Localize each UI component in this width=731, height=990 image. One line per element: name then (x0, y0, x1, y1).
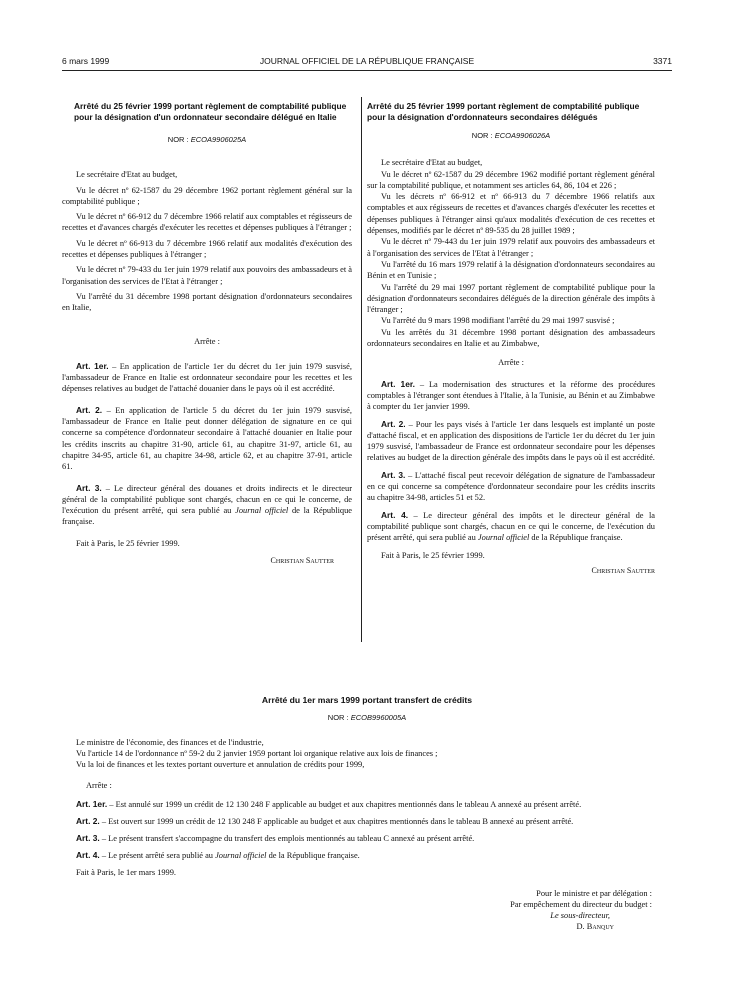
bottom-arrete: Arrête : (86, 781, 112, 790)
bottom-p3: Vu la loi de finances et les textes portant ouverture et annulation de crédits pour 1999, (76, 760, 365, 769)
article-label: Art. 2. (76, 404, 103, 415)
signature-line-3: Le sous-directeur, (550, 911, 610, 920)
bottom-article-2 (62, 816, 672, 827)
right-p3: Vu les décrets nº 66-912 et nº 66-913 du 7 décembre 1966 relatifs aux comptables et aux régisseurs de recettes et d'avances chargés d'exécuter les recettes et dépenses publiques à l'étranger ainsi qu'aux modalités d'exécution de ces recettes et dépenses, modifiés par le décret nº 89-535 du 28 juillet 1989 ; (367, 192, 655, 236)
right-article-4 (367, 510, 655, 544)
column-divider (361, 97, 362, 642)
article-text: – La modernisation des structures et la réforme des procédures comptables à l'étranger sont étendues à l'Italie, à la Tunisie, au Bénin et au Zimbabwe à compter du 1er janvier 1999. (367, 379, 655, 412)
bottom-article-1 (62, 799, 672, 810)
right-p6: Vu l'arrêté du 29 mai 1997 portant règlement de comptabilité publique pour la désignation d'ordonnateurs secondaires délégués de la direction générale des impôts à l'étranger ; (367, 282, 655, 315)
right-article-2 (367, 419, 655, 464)
left-decree-title: Arrêté du 25 février 1999 portant règlement de comptabilité publique pour la désignation d'un ordonnateur secondaire délégué en Italie (74, 101, 347, 122)
header-page-number: 3371 (653, 56, 672, 66)
article-label: Art. 3. (381, 469, 406, 480)
right-p2: Vu le décret nº 62-1587 du 29 décembre 1962 modifié portant règlement général sur la comptabilité publique, et notamment ses articles 64, 86, 104 et 226 ; (367, 169, 655, 190)
article-text-end: de la République française. (529, 533, 623, 543)
right-signature: Christian Sautter (591, 565, 655, 575)
bottom-article-3 (62, 833, 672, 844)
bottom-decree-title: Arrêté du 1er mars 1999 portant transfert de crédits (261, 695, 473, 705)
article-text: – Le directeur général des douanes et droits indirects et le directeur général de la comptabilité publique sont chargés, chacun en ce qui le concerne, de l'exécution du présent arrêté, qui sera publié au (62, 483, 352, 516)
signature-line-2: Par empêchement du directeur du budget : (510, 900, 652, 909)
header-rule (62, 70, 672, 71)
right-p5: Vu l'arrêté du 16 mars 1979 relatif à la désignation d'ordonnateurs secondaires au Bénin et en Tunisie ; (367, 259, 655, 281)
bottom-fait: Fait à Paris, le 1er mars 1999. (76, 868, 177, 877)
bottom-article-4 (62, 850, 672, 861)
left-column-decree (62, 101, 352, 566)
left-p5: Vu le décret nº 79-433 du 1er juin 1979 relatif aux pouvoirs des ambassadeurs et à l'organisation des services de l'Etat à l'étranger ; (62, 265, 352, 286)
bottom-signature-block (62, 888, 652, 932)
bottom-decree (62, 695, 672, 932)
article-label: Art. 2. (381, 418, 406, 429)
article-label: Art. 3. (76, 833, 100, 843)
article-text: – En application de l'article 5 du décret du 1er juin 1979 susvisé, l'ambassadeur de France en Italie peut donner délégation de signature en ce qui concerne sa compétence d'ordonnateur secondaire à l'attaché douanier en Italie pour les crédits inscrits au chapitre 31-90, article 61, au chapitre 31-97, article 61, au chapitre 34-95, article 61, au chapitre 34-98, article 62, et au chapitre 37-91, article 61. (62, 405, 352, 472)
right-arrete: Arrête : (498, 358, 524, 368)
header-journal-title: JOURNAL OFFICIEL DE LA RÉPUBLIQUE FRANÇAISE (259, 56, 475, 66)
left-p1: Le secrétaire d'Etat au budget, (76, 170, 178, 180)
left-p3: Vu le décret nº 66-912 du 7 décembre 1966 relatif aux comptables et régisseurs de recettes et d'avances chargés d'exécuter les recettes et dépenses publiques à l'étranger ; (62, 212, 352, 233)
nor-code: ECOB9960005A (350, 713, 407, 722)
signature-name: D. Banquy (576, 922, 614, 931)
page-header (62, 56, 672, 70)
right-p4: Vu le décret nº 79-443 du 1er juin 1979 relatif aux pouvoirs des ambassadeurs et à l'organisation des services de l'Etat à l'étranger ; (367, 237, 655, 258)
bottom-p1: Le ministre de l'économie, des finances et de l'industrie, (76, 738, 264, 747)
article-text: – En application de l'article 1er du décret du 1er juin 1979 susvisé, l'ambassadeur de France en Italie est ordonnateur secondaire pour les recettes et les dépenses relatives au budget de l'attaché douanier dans le pays où il est accrédité. (62, 361, 352, 394)
nor-label: NOR : (327, 713, 349, 722)
journal-officiel-ref: Journal officiel (235, 506, 289, 516)
article-text-end: de la République française. (62, 506, 352, 527)
article-text: – Pour les pays visés à l'article 1er dans lesquels est implanté un poste d'attaché fiscal, et en application des dispositions de l'article 1er du décret du 1er juin 1979 susvisé, l'ambassadeur de France est ordonnateur secondaire pour les dépenses relatives au budget de la direction générale des impôts dans le pays où il est accrédité. (367, 419, 655, 463)
right-p1: Le secrétaire d'Etat au budget, (381, 158, 483, 168)
article-text-end: de la République française. (266, 851, 360, 860)
article-text: – Le directeur général des impôts et le directeur général de la comptabilité publique sont chargés, chacun en ce qui le concerne, de l'exécution du présent arrêté, qui sera publié au (367, 510, 655, 543)
article-label: Art. 2. (76, 816, 100, 826)
right-nor (367, 130, 655, 141)
article-label: Art. 4. (381, 509, 409, 520)
article-label: Art. 1er. (381, 378, 415, 389)
right-article-3 (367, 470, 655, 504)
right-column-decree (367, 101, 655, 576)
right-article-1 (367, 379, 655, 413)
article-label: Art. 1er. (76, 799, 108, 809)
left-article-1 (62, 361, 352, 395)
left-arrete: Arrête : (194, 336, 220, 346)
article-label: Art. 1er. (76, 360, 109, 371)
article-label: Art. 3. (76, 482, 102, 493)
left-p4: Vu le décret nº 66-913 du 7 décembre 1966 relatif aux modalités d'exécution des recettes et dépenses publiques à l'étranger ; (62, 238, 352, 260)
article-text: – L'attaché fiscal peut recevoir délégation de signature de l'ambassadeur en ce qui concerne sa compétence d'ordonnateur secondaire pour les crédits inscrits au chapitre 34-98, articles 51 et 52. (367, 470, 655, 503)
journal-officiel-ref: Journal officiel (477, 533, 530, 543)
right-p8: Vu les arrêtés du 31 décembre 1998 portant désignation des ambassadeurs ordonnateurs secondaires en Italie et au Zimbabwe, (367, 327, 655, 349)
right-fait: Fait à Paris, le 25 février 1999. (381, 550, 485, 560)
journal-officiel-ref: Journal officiel (215, 851, 267, 860)
nor-code: ECOA9906026A (494, 131, 551, 140)
left-p2: Vu le décret nº 62-1587 du 29 décembre 1962 portant règlement général sur la comptabilité publique ; (62, 185, 352, 206)
bottom-p2: Vu l'article 14 de l'ordonnance nº 59-2 du 2 janvier 1959 portant loi organique relative aux lois de finances ; (76, 749, 438, 758)
left-article-2 (62, 405, 352, 473)
article-text: – Est annulé sur 1999 un crédit de 12 130 248 F applicable au budget et aux chapitres mentionnés dans le tableau A annexé au présent arrêté. (107, 800, 582, 809)
signature-line-1: Pour le ministre et par délégation : (536, 889, 652, 898)
right-p7: Vu l'arrêté du 9 mars 1998 modifiant l'arrêté du 29 mai 1997 susvisé ; (381, 316, 615, 326)
nor-code: ECOA9906025A (190, 135, 247, 144)
left-signature: Christian Sautter (270, 556, 334, 566)
right-decree-title: Arrêté du 25 février 1999 portant règlement de comptabilité publique pour la désignation d'ordonnateurs secondaires délégués (367, 101, 640, 122)
bottom-nor (62, 712, 672, 723)
article-text: – Le présent transfert s'accompagne du transfert des emplois mentionnés au tableau C annexé au présent arrêté. (99, 834, 475, 843)
left-p6: Vu l'arrêté du 31 décembre 1998 portant désignation d'ordonnateurs secondaires en Italie, (62, 291, 352, 313)
left-fait: Fait à Paris, le 25 février 1999. (76, 538, 180, 548)
left-article-3 (62, 483, 352, 528)
header-date: 6 mars 1999 (62, 56, 110, 66)
article-text: – Le présent arrêté sera publié au (99, 851, 216, 860)
nor-label: NOR : (471, 131, 493, 140)
nor-label: NOR : (167, 135, 189, 144)
article-text: – Est ouvert sur 1999 un crédit de 12 130 248 F applicable au budget et aux chapitres mentionnés dans le tableau B annexé au présent arrêté. (99, 817, 574, 826)
left-nor (62, 134, 352, 145)
article-label: Art. 4. (76, 850, 100, 860)
